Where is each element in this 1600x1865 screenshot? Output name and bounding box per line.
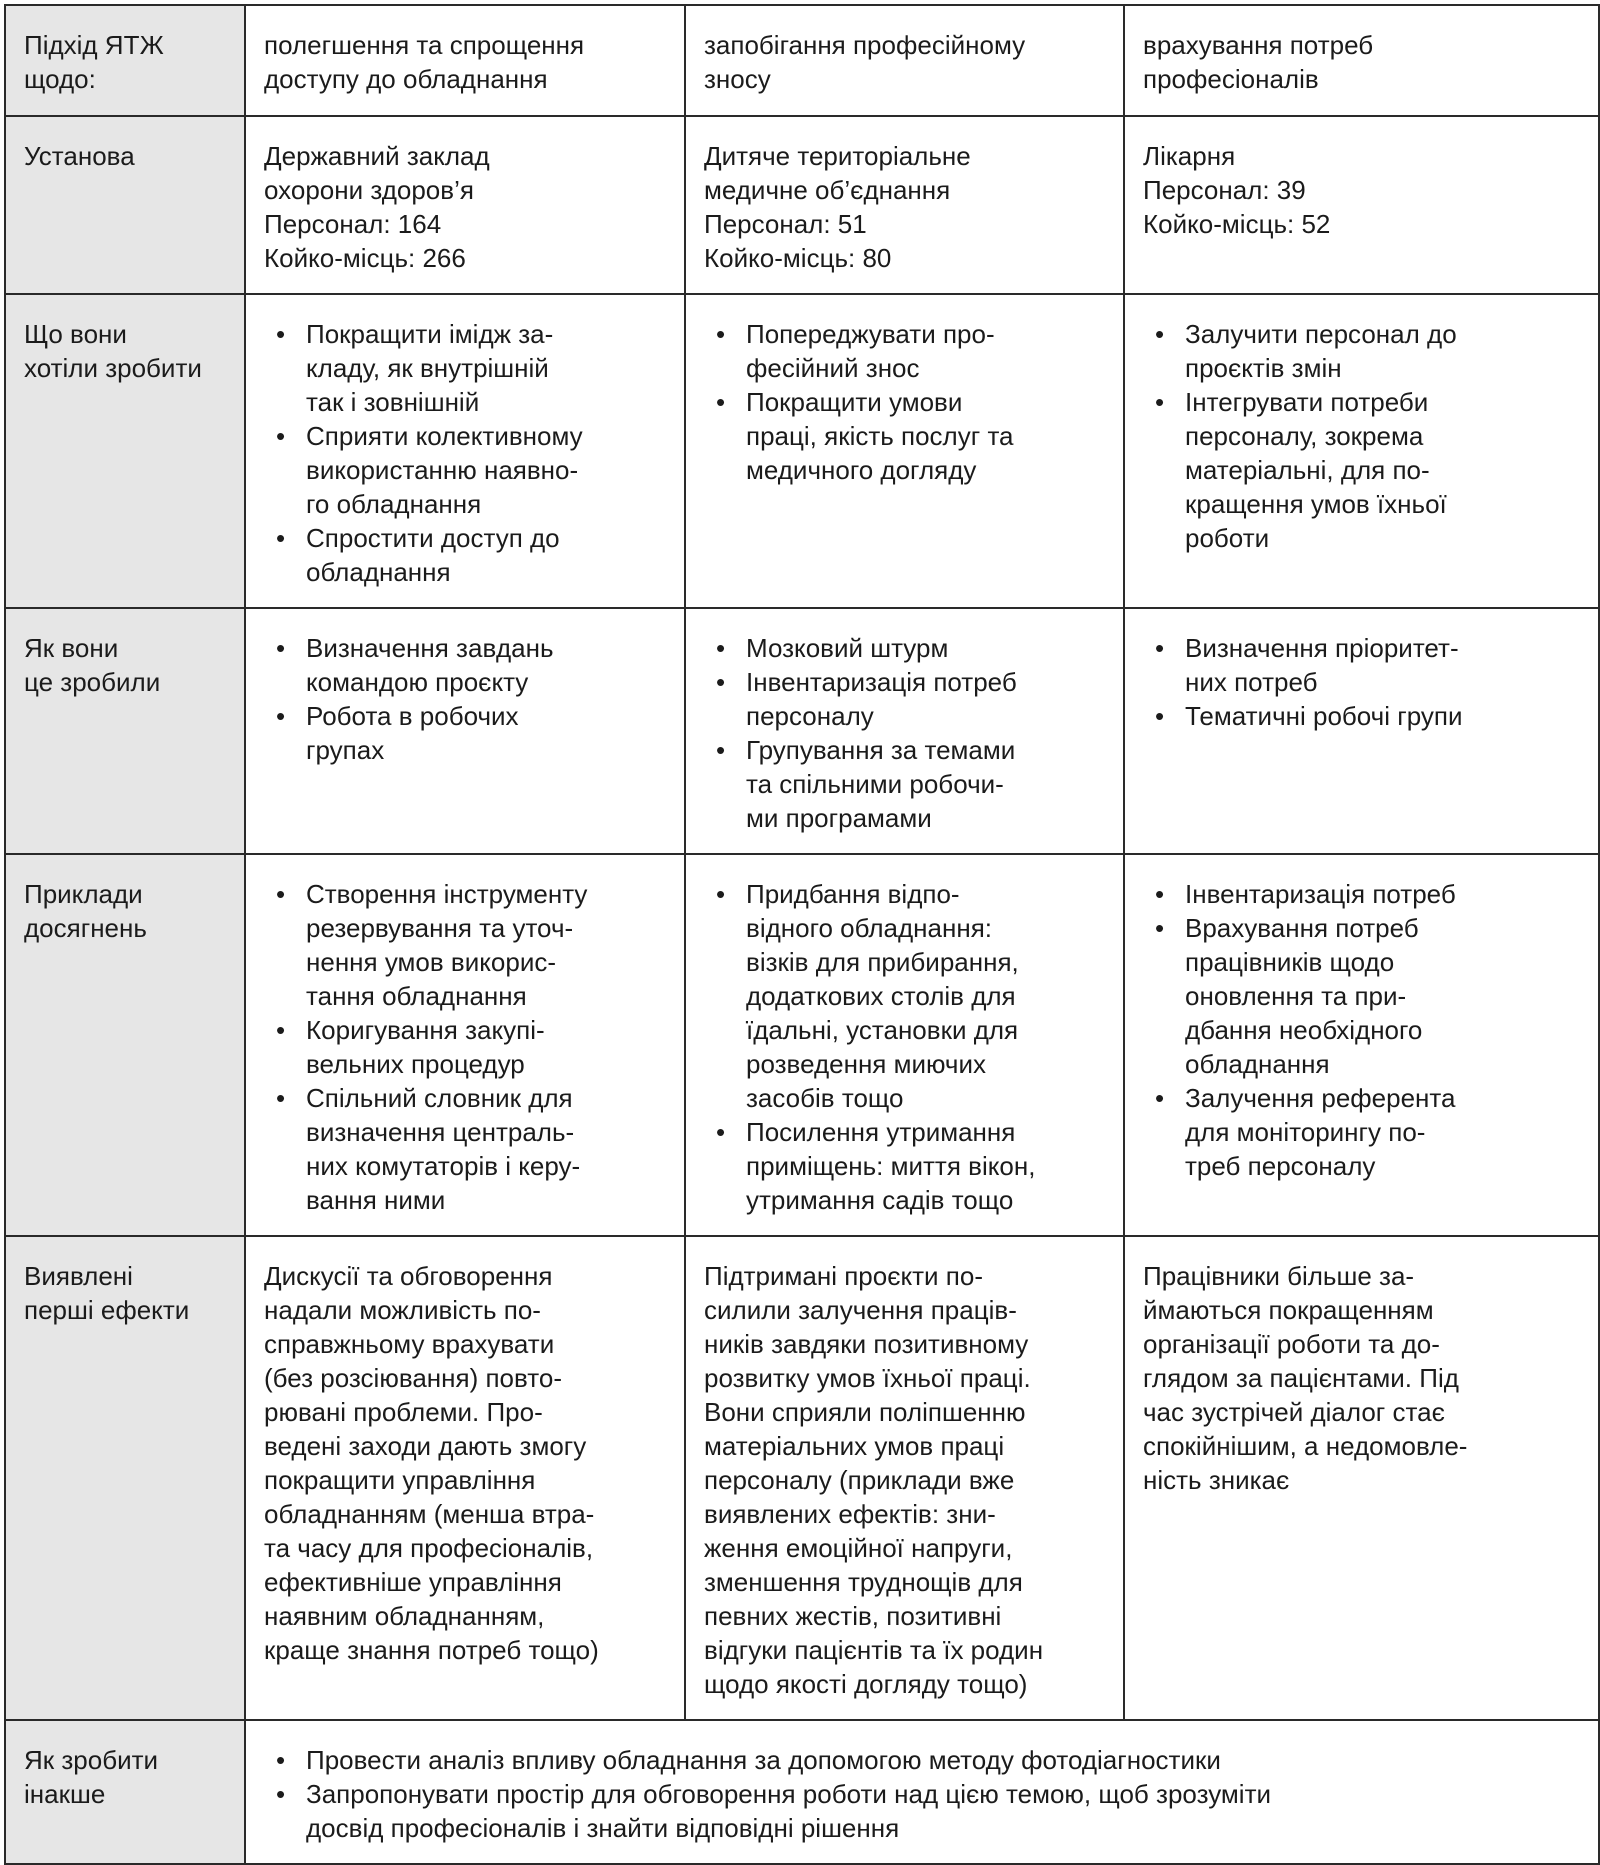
achievements-cell-1 <box>245 854 685 1236</box>
header-col-2-text: запобігання професійному зносу <box>704 30 1026 94</box>
list-item: • Тематичні робочі групи <box>1185 699 1580 733</box>
list-item: • Посилення утримання приміщень: миття вікон, утримання садів тощо <box>746 1115 1105 1217</box>
achievements-label: Приклади досягнень <box>24 879 147 943</box>
list-item: • Залучення референта для моніторингу по- треб персоналу <box>1185 1081 1580 1183</box>
list-item: • Створення інструменту резервування та уточ- нення умов викорис- тання обладнання <box>306 877 666 1013</box>
effects-text-3: Працівники більше за- ймаються покращенням організації роботи та до- глядом за пацієнтами. Під час зустрічей діалог стає спокійнішим, а недомовле- ність зникає <box>1143 1261 1468 1495</box>
methods-list-1 <box>264 631 666 767</box>
institution-row <box>5 116 1599 294</box>
list-item: • Інвентаризація потреб персоналу <box>746 665 1105 733</box>
achievements-list-1 <box>264 877 666 1217</box>
goals-cell-3 <box>1124 294 1599 608</box>
methods-row <box>5 608 1599 854</box>
list-item: • Покращити імідж за- кладу, як внутрішній так і зовнішній <box>306 317 666 419</box>
effects-text-1: Дискусії та обговорення надали можливість по- справжньому врахувати (без розсіювання) повто- рювані проблеми. Про- ведені заходи дають змогу покращити управління обладнанням (менша втра- та часу для професіоналів, ефективніше управління наявним обладнанням, краще знання потреб тощо) <box>264 1261 599 1665</box>
list-item: • Коригування закупі- вельних процедур <box>306 1013 666 1081</box>
header-col-3-text: врахування потреб професіоналів <box>1143 30 1374 94</box>
list-item: • Провести аналіз впливу обладнання за допомогою методу фотодіагностики <box>306 1743 1580 1777</box>
methods-list-2 <box>704 631 1105 835</box>
methods-cell-3 <box>1124 608 1599 854</box>
list-item: • Врахування потреб працівників щодо оновлення та при- дбання необхідного обладнання <box>1185 911 1580 1081</box>
header-row <box>5 5 1599 116</box>
differently-label-cell <box>5 1720 245 1864</box>
institution-cell-3 <box>1124 116 1599 294</box>
goals-list-1 <box>264 317 666 589</box>
list-item: • Визначення завдань командою проєкту <box>306 631 666 699</box>
list-item: • Групування за темами та спільними робочи- ми програмами <box>746 733 1105 835</box>
effects-cell-2 <box>685 1236 1124 1720</box>
list-item: • Мозковий штурм <box>746 631 1105 665</box>
effects-cell-1 <box>245 1236 685 1720</box>
institution-text-3: Лікарня Персонал: 39 Койко-місць: 52 <box>1143 141 1331 239</box>
list-item: • Інтегрувати потреби персоналу, зокрема матеріальні, для по- кращення умов їхньої роботи <box>1185 385 1580 555</box>
goals-list-3 <box>1143 317 1580 555</box>
list-item: • Покращити умови праці, якість послуг та медичного догляду <box>746 385 1105 487</box>
header-label-cell <box>5 5 245 116</box>
institution-cell-2 <box>685 116 1124 294</box>
header-col-3 <box>1124 5 1599 116</box>
achievements-cell-3 <box>1124 854 1599 1236</box>
header-col-2 <box>685 5 1124 116</box>
list-item: • Визначення пріоритет- них потреб <box>1185 631 1580 699</box>
list-item: • Придбання відпо- відного обладнання: візків для прибирання, додаткових столів для їдальні, установки для розведення миючих засобів тощо <box>746 877 1105 1115</box>
list-item: • Спростити доступ до обладнання <box>306 521 666 589</box>
methods-cell-1 <box>245 608 685 854</box>
list-item: • Робота в робочих групах <box>306 699 666 767</box>
goals-label: Що вони хотіли зробити <box>24 319 202 383</box>
list-item: • Залучити персонал до проєктів змін <box>1185 317 1580 385</box>
achievements-list-3 <box>1143 877 1580 1183</box>
header-col-1 <box>245 5 685 116</box>
methods-list-3 <box>1143 631 1580 733</box>
institution-text-1: Державний заклад охорони здоров’я Персонал: 164 Койко-місць: 266 <box>264 141 490 273</box>
goals-cell-2 <box>685 294 1124 608</box>
header-col-1-text: полегшення та спрощення доступу до обладнання <box>264 30 585 94</box>
achievements-cell-2 <box>685 854 1124 1236</box>
effects-label: Виявлені перші ефекти <box>24 1261 190 1325</box>
list-item: • Сприяти колективному використанню наявно- го обладнання <box>306 419 666 521</box>
list-item: • Спільний словник для визначення централь- них комутаторів і керу- вання ними <box>306 1081 666 1217</box>
methods-label-cell <box>5 608 245 854</box>
institution-label-cell <box>5 116 245 294</box>
effects-cell-3 <box>1124 1236 1599 1720</box>
differently-label: Як зробити інакше <box>24 1745 159 1809</box>
achievements-list-2 <box>704 877 1105 1217</box>
effects-text-2: Підтримані проєкти по- силили залучення праців- ників завдяки позитивному розвитку умов їхньої праці. Вони сприяли поліпшенню матеріальних умов праці персоналу (приклади вже виявлених ефектів: зни- ження емоційної напруги, зменшення труднощів для певних жестів, позитивні відгуки пацієнтів та їх родин щодо якості догляду тощо) <box>704 1261 1044 1699</box>
goals-list-2 <box>704 317 1105 487</box>
methods-label: Як вони це зробили <box>24 633 161 697</box>
effects-row <box>5 1236 1599 1720</box>
list-item: • Запропонувати простір для обговорення роботи над цією темою, щоб зрозуміти досвід професіоналів і знайти відповідні рішення <box>306 1777 1580 1845</box>
differently-row <box>5 1720 1599 1864</box>
list-item: • Попереджувати про- фесійний знос <box>746 317 1105 385</box>
institution-cell-1 <box>245 116 685 294</box>
achievements-label-cell <box>5 854 245 1236</box>
institution-label: Установа <box>24 141 135 171</box>
goals-cell-1 <box>245 294 685 608</box>
differently-cell <box>245 1720 1599 1864</box>
methods-cell-2 <box>685 608 1124 854</box>
differently-list <box>264 1743 1580 1845</box>
goals-label-cell <box>5 294 245 608</box>
goals-row <box>5 294 1599 608</box>
comparison-table <box>4 4 1600 1865</box>
effects-label-cell <box>5 1236 245 1720</box>
list-item: • Інвентаризація потреб <box>1185 877 1580 911</box>
header-label: Підхід ЯТЖ щодо: <box>24 30 164 94</box>
institution-text-2: Дитяче територіальне медичне об’єднання Персонал: 51 Койко-місць: 80 <box>704 141 971 273</box>
achievements-row <box>5 854 1599 1236</box>
